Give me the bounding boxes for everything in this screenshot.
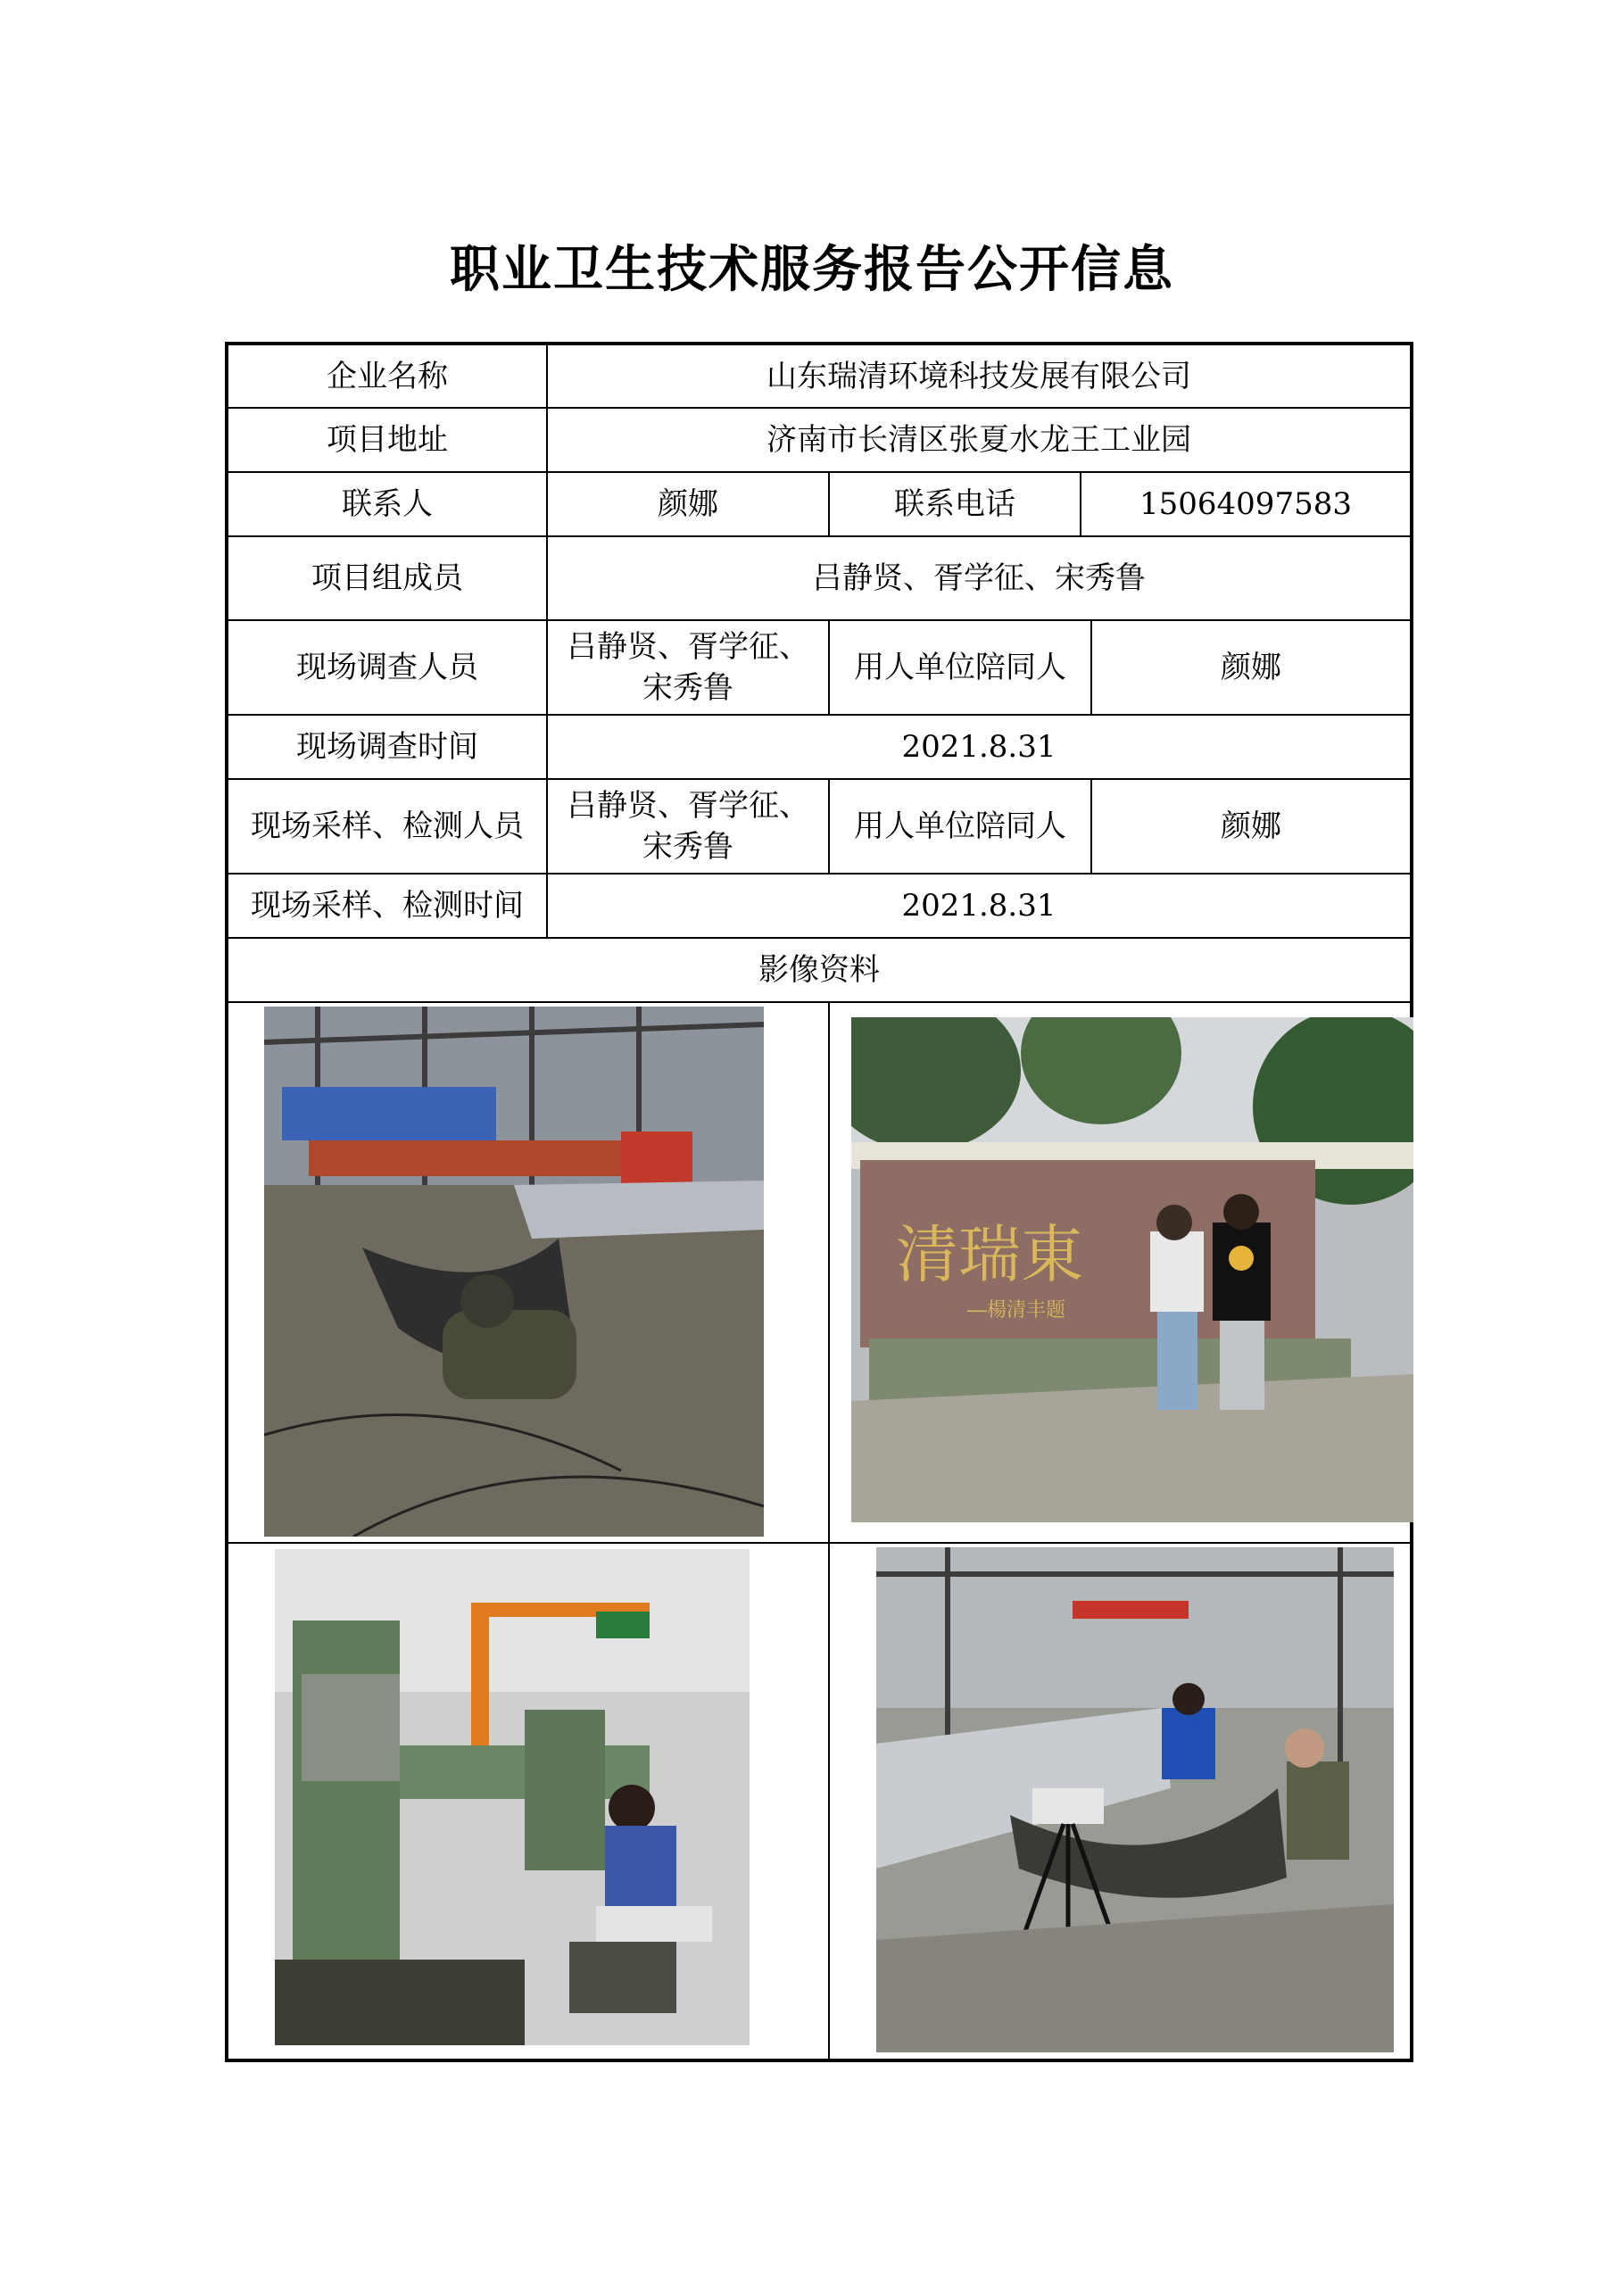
company-label: 企业名称 xyxy=(227,344,547,408)
photo-cell-welding xyxy=(227,1002,829,1543)
photo-cell-sampling xyxy=(829,1543,1412,2060)
sampling-escort-value: 颜娜 xyxy=(1091,779,1412,874)
phone-value: 15064097583 xyxy=(1081,472,1412,536)
survey-staff-line2: 宋秀鲁 xyxy=(642,670,733,706)
survey-escort-label: 用人单位陪同人 xyxy=(829,620,1091,715)
row-sampling-staff xyxy=(227,779,1412,874)
sampling-escort-label: 用人单位陪同人 xyxy=(829,779,1091,874)
photo-workshop-welding xyxy=(264,1007,764,1537)
sampling-staff-line1: 吕静贤、胥学征、 xyxy=(567,788,809,824)
row-images-header xyxy=(227,938,1412,1002)
survey-time-label: 现场调查时间 xyxy=(227,715,547,779)
survey-escort-value: 颜娜 xyxy=(1091,620,1412,715)
address-value: 济南市长清区张夏水龙王工业园 xyxy=(547,408,1412,472)
photo-sampling-equipment xyxy=(876,1547,1394,2052)
photo-cell-gate xyxy=(829,1002,1412,1543)
row-company xyxy=(227,344,1412,408)
address-label: 项目地址 xyxy=(227,408,547,472)
sampling-time-value: 2021.8.31 xyxy=(547,874,1412,938)
info-table xyxy=(225,342,1413,2062)
survey-staff-label: 现场调查人员 xyxy=(227,620,547,715)
sampling-time-label: 现场采样、检测时间 xyxy=(227,874,547,938)
images-label: 影像资料 xyxy=(227,938,1412,1002)
sampling-staff-line2: 宋秀鲁 xyxy=(642,829,733,865)
row-survey-staff xyxy=(227,620,1412,715)
row-contact xyxy=(227,472,1412,536)
contact-label: 联系人 xyxy=(227,472,547,536)
gate-sign-text: 清瑞東 xyxy=(896,1218,1083,1291)
sampling-staff-label: 现场采样、检测人员 xyxy=(227,779,547,874)
gate-scene-image xyxy=(851,1017,1413,1522)
row-sampling-time xyxy=(227,874,1412,938)
drill-scene-image xyxy=(275,1549,750,2045)
phone-label: 联系电话 xyxy=(829,472,1081,536)
members-label: 项目组成员 xyxy=(227,536,547,620)
photo-company-gate xyxy=(851,1017,1413,1522)
row-survey-time xyxy=(227,715,1412,779)
company-value: 山东瑞清环境科技发展有限公司 xyxy=(547,344,1412,408)
photo-cell-drill xyxy=(227,1543,829,2060)
photo-drilling-machine xyxy=(275,1549,750,2045)
survey-staff-value xyxy=(547,620,829,715)
row-address xyxy=(227,408,1412,472)
row-photos-top xyxy=(227,1002,1412,1543)
contact-value: 颜娜 xyxy=(547,472,829,536)
row-members xyxy=(227,536,1412,620)
row-photos-bottom xyxy=(227,1543,1412,2060)
sampling-scene-image xyxy=(876,1547,1394,2052)
survey-staff-line1: 吕静贤、胥学征、 xyxy=(567,629,809,665)
gate-sign-subtext: ―楊清丰题 xyxy=(967,1299,1066,1322)
page-title: 职业卫生技术服务报告公开信息 xyxy=(450,241,1174,299)
survey-time-value: 2021.8.31 xyxy=(547,715,1412,779)
welding-scene-image xyxy=(264,1007,764,1537)
members-value: 吕静贤、胥学征、宋秀鲁 xyxy=(547,536,1412,620)
sampling-staff-value xyxy=(547,779,829,874)
